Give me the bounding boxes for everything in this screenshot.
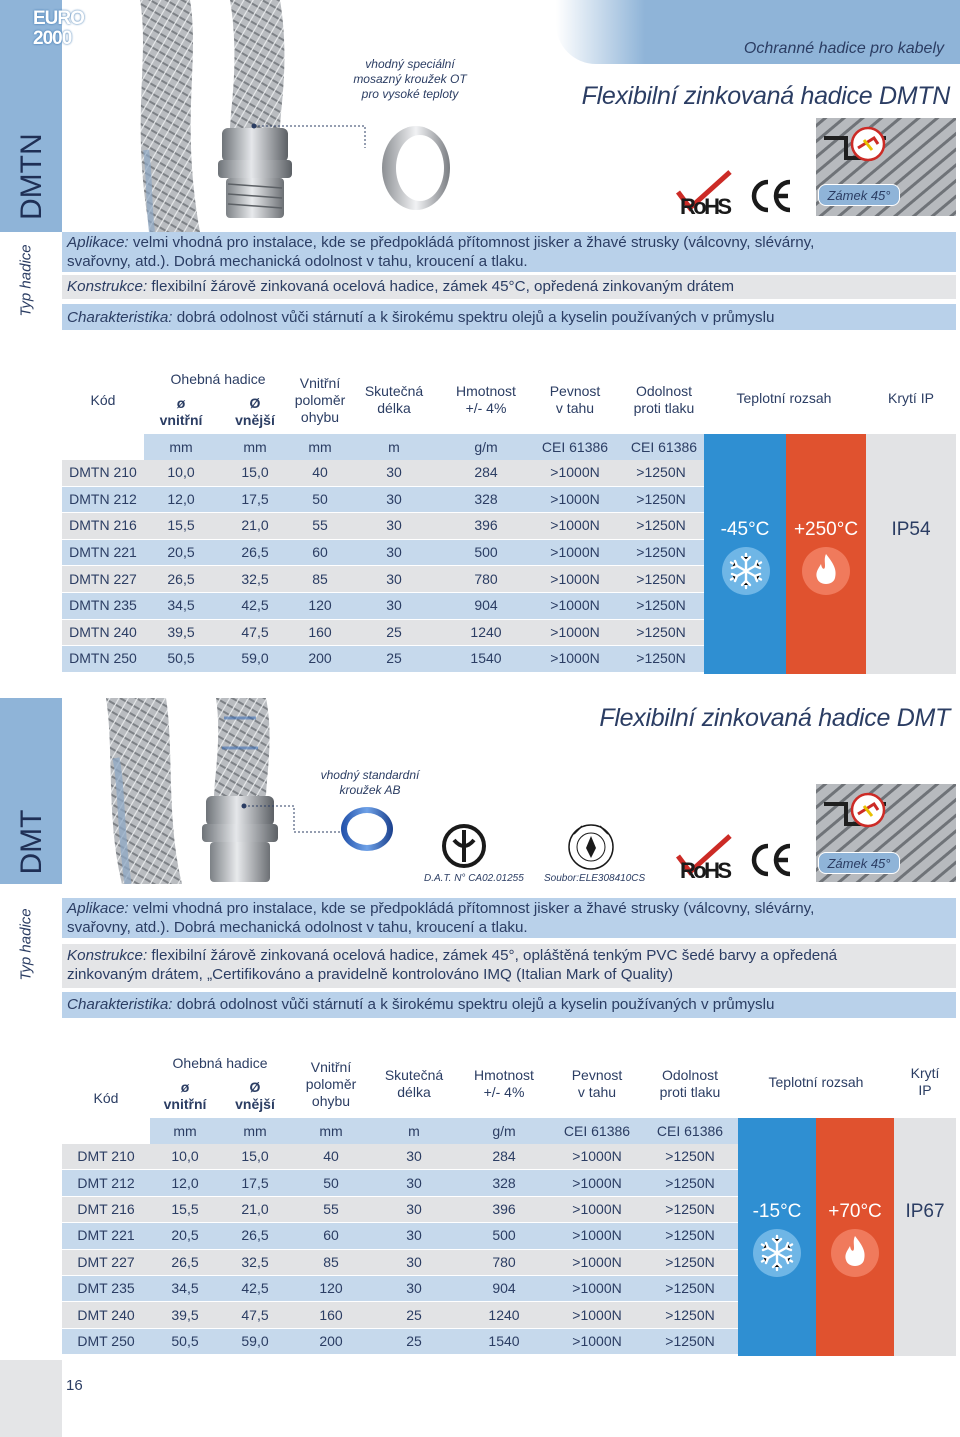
cell-hmotnost: 904 <box>474 597 498 614</box>
cell-delka: 25 <box>386 623 402 640</box>
cell-polomer: 200 <box>308 650 332 667</box>
cell-odolnost: >1250N <box>665 1306 715 1323</box>
cell-kod: DMTN 210 <box>69 464 137 481</box>
dmt-ip-column <box>894 1118 956 1356</box>
cell-vnitrni: 10,0 <box>171 1148 199 1165</box>
cell-vnitrni: 34,5 <box>167 597 195 614</box>
cell-vnejsi: 59,0 <box>241 1332 269 1349</box>
cell-polomer: 85 <box>312 570 328 587</box>
cell-pevnost: >1000N <box>550 517 600 534</box>
cell-vnitrni: 50,5 <box>171 1332 199 1349</box>
dmt-unit-hmotnost: g/m <box>492 1122 516 1139</box>
cell-pevnost: >1000N <box>550 464 600 481</box>
cell-odolnost: >1250N <box>636 490 686 507</box>
dmtn-data-rows <box>62 460 704 674</box>
dmtn-unit-delka: m <box>388 438 400 455</box>
cell-odolnost: >1250N <box>665 1148 715 1165</box>
dmt-ring-photo <box>338 804 396 854</box>
cell-delka: 25 <box>406 1306 422 1323</box>
cell-kod: DMT 227 <box>77 1253 135 1270</box>
dmt-hdr-odolnost-1: Odolnost <box>661 1067 719 1083</box>
dmt-lock-badge <box>818 852 900 874</box>
table-row <box>62 593 704 619</box>
cell-hmotnost: 328 <box>492 1174 516 1191</box>
cell-kod: DMT 235 <box>77 1280 135 1297</box>
cell-hmotnost: 1240 <box>470 623 502 640</box>
dmt-hdr-vnejsi-text: vnější <box>235 1096 275 1112</box>
cell-odolnost: >1250N <box>665 1253 715 1270</box>
dmtn-unit-polomer: mm <box>308 438 332 455</box>
dmtn-hdr-polomer-1: Vnitřní <box>299 374 341 391</box>
cell-vnejsi: 21,0 <box>241 1200 269 1217</box>
dmtn-hdr-odolnost <box>618 366 710 434</box>
cell-pevnost: >1000N <box>550 544 600 561</box>
dmt-app-label: Aplikace: <box>67 900 129 917</box>
category-label: Ochranné hadice pro kabely <box>743 40 944 57</box>
dmtn-hdr-vnitrni <box>144 390 218 434</box>
dmtn-unit-vnitrni: mm <box>169 438 193 455</box>
dmtn-ring-note-line3: pro vysoké teploty <box>361 87 459 101</box>
cell-polomer: 60 <box>323 1227 339 1244</box>
dmtn-temp-min: -45°C <box>720 518 770 540</box>
dmt-app-text-1: velmi vhodná pro instalace, kde se předpokládá přítomnost jisker a žhavé strusky (válcovny, slévárny, <box>128 900 815 917</box>
dmt-hdr-vnejsi <box>220 1072 290 1120</box>
dmtn-table <box>62 366 956 674</box>
cell-hmotnost: 328 <box>474 490 498 507</box>
dmtn-unit-pevnost: CEI 61386 <box>541 438 609 455</box>
dmtn-hdr-polomer-2: poloměr <box>294 391 346 408</box>
cell-kod: DMTN 227 <box>69 570 137 587</box>
dmtn-ring-note <box>340 57 480 102</box>
dmtn-unit-odolnost: CEI 61386 <box>630 438 698 455</box>
dmt-hdr-vnitrni-sym: ø <box>180 1079 190 1095</box>
logo-block <box>33 9 91 61</box>
cell-pevnost: >1000N <box>550 490 600 507</box>
dmtn-hdr-vnejsi-sym: Ø <box>249 395 261 411</box>
dmt-app-text-2: svařovny, atd.). Dobrá mechanická odolnost v tahu, kroucení a tlaku. <box>67 919 528 936</box>
cell-pevnost: >1000N <box>572 1148 622 1165</box>
dmt-hdr-kryti <box>894 1050 956 1114</box>
table-row <box>62 620 704 646</box>
dmtn-hdr-pevnost <box>532 366 618 434</box>
cell-vnejsi: 47,5 <box>241 1306 269 1323</box>
dmtn-hdr-odolnost-2: proti tlaku <box>633 400 695 416</box>
cell-polomer: 40 <box>323 1148 339 1165</box>
dmtn-unit-vnejsi: mm <box>243 438 267 455</box>
cell-pevnost: >1000N <box>550 650 600 667</box>
cell-delka: 25 <box>406 1332 422 1349</box>
cell-odolnost: >1250N <box>636 464 686 481</box>
dmtn-hose-photo <box>110 0 310 232</box>
cell-hmotnost: 284 <box>474 464 498 481</box>
dmtn-con-block <box>62 275 956 299</box>
cell-vnitrni: 34,5 <box>171 1280 199 1297</box>
dmtn-lock-badge <box>818 184 900 206</box>
dmt-con-block <box>62 944 956 988</box>
dmt-con-text-1: flexibilní žárově zinkovaná ocelová hadice, zámek 45°, opláštěná tenkým PVC šedé barvy a opředená <box>147 947 838 964</box>
dmtn-hdr-vnejsi-text: vnější <box>235 412 275 428</box>
dmtn-hdr-polomer <box>292 366 348 434</box>
cell-polomer: 120 <box>319 1280 343 1297</box>
dmt-hdr-kryti-2: IP <box>918 1082 932 1098</box>
dmt-hdr-vnitrni-text: vnitřní <box>163 1096 207 1112</box>
dmt-hdr-pevnost-2: v tahu <box>577 1084 617 1100</box>
type-label-dmtn-box <box>0 232 62 332</box>
cell-kod: DMT 210 <box>77 1148 135 1165</box>
cell-vnitrni: 39,5 <box>171 1306 199 1323</box>
dmt-hdr-kod: Kód <box>93 1089 119 1106</box>
dmtn-temp-max: +250°C <box>793 518 859 540</box>
cell-delka: 30 <box>386 490 402 507</box>
cell-pevnost: >1000N <box>550 597 600 614</box>
dmt-temp-min: -15°C <box>752 1200 802 1222</box>
dmtn-hdr-delka-2: délka <box>377 400 411 416</box>
cell-polomer: 50 <box>323 1174 339 1191</box>
cell-hmotnost: 904 <box>492 1280 516 1297</box>
dmt-con-text-2: zinkovaným drátem, „Certifikováno a pravidelně kontrolováno IMQ (Italian Mark of Quality) <box>67 966 674 983</box>
cell-vnitrni: 20,5 <box>167 544 195 561</box>
rohs-check-icon <box>676 170 734 218</box>
dmt-hdr-polomer <box>290 1050 372 1118</box>
cell-odolnost: >1250N <box>665 1174 715 1191</box>
dmtn-hdr-odolnost-1: Odolnost <box>635 383 693 399</box>
cell-kod: DMTN 216 <box>69 517 137 534</box>
cell-delka: 30 <box>406 1253 422 1270</box>
cell-odolnost: >1250N <box>665 1200 715 1217</box>
cell-vnitrni: 20,5 <box>171 1227 199 1244</box>
table-row <box>62 646 704 672</box>
cell-kod: DMTN 240 <box>69 623 137 640</box>
cell-odolnost: >1250N <box>636 544 686 561</box>
cell-hmotnost: 396 <box>474 517 498 534</box>
cell-hmotnost: 284 <box>492 1148 516 1165</box>
dmtn-hdr-delka <box>348 366 440 434</box>
dmtn-hdr-kryti: Krytí IP <box>888 389 934 406</box>
dmt-lock-label: Zámek 45° <box>827 855 891 871</box>
dmt-hdr-vnejsi-sym: Ø <box>249 1079 261 1095</box>
table-row <box>62 1250 738 1275</box>
dmtn-hdr-delka-1: Skutečná <box>364 383 424 399</box>
dmtn-hdr-hmotnost <box>440 366 532 434</box>
dmtn-app-block <box>62 232 956 272</box>
side-label-dmtn-box <box>0 130 62 230</box>
dmt-ring-note-line1: vhodný standardní <box>320 768 420 782</box>
dmtn-hdr-hmotnost-2: +/- 4% <box>465 400 507 416</box>
dmtn-lock-label: Zámek 45° <box>827 187 891 203</box>
cell-vnejsi: 59,0 <box>241 650 269 667</box>
cell-vnejsi: 32,5 <box>241 570 269 587</box>
rohs-text: RoHS <box>680 194 732 218</box>
dmt-hdr-odolnost-2: proti tlaku <box>659 1084 721 1100</box>
logo-text-2000: 2000 <box>33 28 72 49</box>
dmt-char-text: dobrá odolnost vůči stárnutí a k širokému spektru olejů a kyselin používaných v průmyslu <box>172 996 775 1013</box>
page-number: 16 <box>66 1377 83 1394</box>
dmtn-hdr-ohebna: Ohebná hadice <box>170 370 266 387</box>
dmt-hdr-pevnost <box>552 1050 642 1118</box>
table-row <box>62 513 704 539</box>
cell-hmotnost: 1540 <box>470 650 502 667</box>
cell-kod: DMTN 212 <box>69 490 137 507</box>
dmtn-hdr-hmotnost-1: Hmotnost <box>456 383 516 399</box>
table-row <box>62 1276 738 1301</box>
logo-text-euro: EURO <box>33 8 84 29</box>
dmtn-con-label: Konstrukce: <box>67 278 148 295</box>
cell-vnitrni: 26,5 <box>167 570 195 587</box>
cell-hmotnost: 396 <box>492 1200 516 1217</box>
sgs-seal-icon <box>566 822 616 872</box>
dmtn-hdr-pevnost-1: Pevnost <box>549 383 601 399</box>
cell-polomer: 55 <box>312 517 328 534</box>
cell-polomer: 55 <box>323 1200 339 1217</box>
table-row <box>62 1197 738 1222</box>
cell-vnejsi: 42,5 <box>241 597 269 614</box>
cell-vnejsi: 15,0 <box>241 464 269 481</box>
cell-odolnost: >1250N <box>665 1280 715 1297</box>
side-bar-footer <box>0 1360 62 1437</box>
cell-vnejsi: 26,5 <box>241 544 269 561</box>
dmtn-hdr-vnejsi <box>218 390 292 434</box>
dmt-unit-vnitrni: mm <box>173 1122 197 1139</box>
table-row <box>62 487 704 513</box>
dmtn-ring-note-line1: vhodný speciální <box>365 57 455 71</box>
dmt-hdr-pevnost-1: Pevnost <box>571 1067 623 1083</box>
dmt-hdr-polomer-1: Vnitřní <box>310 1058 352 1075</box>
cell-kod: DMT 250 <box>77 1332 135 1349</box>
snowflake-icon-dmt <box>752 1228 802 1278</box>
cell-vnejsi: 42,5 <box>241 1280 269 1297</box>
side-label-dmt: DMT <box>15 809 48 875</box>
table-row <box>62 1223 738 1248</box>
cell-polomer: 40 <box>312 464 328 481</box>
dmtn-ring-note-line2: mosazný kroužek OT <box>353 72 467 86</box>
cell-polomer: 50 <box>312 490 328 507</box>
dmt-hdr-polomer-2: poloměr <box>305 1075 357 1092</box>
dmt-unit-pevnost: CEI 61386 <box>563 1122 631 1139</box>
dmt-unit-vnejsi: mm <box>243 1122 267 1139</box>
cell-hmotnost: 1240 <box>488 1306 520 1323</box>
dmt-hdr-vnitrni <box>150 1072 220 1120</box>
table-row <box>62 566 704 592</box>
sgs-caption: Soubor:ELE308410CS <box>544 873 646 884</box>
cell-delka: 30 <box>386 570 402 587</box>
cell-vnejsi: 17,5 <box>241 1174 269 1191</box>
type-label-dmtn: Typ hadice <box>17 244 35 317</box>
cell-delka: 30 <box>386 517 402 534</box>
rohs-text-dmt: RoHS <box>680 858 732 882</box>
cell-delka: 30 <box>406 1148 422 1165</box>
cell-odolnost: >1250N <box>636 650 686 667</box>
dmt-title: Flexibilní zinkovaná hadice DMT <box>599 704 950 732</box>
cell-delka: 25 <box>386 650 402 667</box>
cell-vnitrni: 26,5 <box>171 1253 199 1270</box>
cell-odolnost: >1250N <box>636 623 686 640</box>
cell-odolnost: >1250N <box>636 517 686 534</box>
dmt-hdr-teplota: Teplotní rozsah <box>768 1073 864 1090</box>
dmt-ring-note <box>300 768 440 798</box>
table-row <box>62 460 704 486</box>
cell-kod: DMT 216 <box>77 1200 135 1217</box>
cell-pevnost: >1000N <box>550 623 600 640</box>
table-row <box>62 540 704 566</box>
dmt-char-block <box>62 992 956 1018</box>
table-row <box>62 1329 738 1354</box>
dmt-data-rows <box>62 1144 738 1356</box>
dmt-unit-polomer: mm <box>319 1122 343 1139</box>
dmtn-char-label: Charakteristika: <box>67 309 173 326</box>
cell-pevnost: >1000N <box>572 1200 622 1217</box>
cell-kod: DMT 221 <box>77 1227 135 1244</box>
cell-pevnost: >1000N <box>572 1174 622 1191</box>
dmt-ip: IP67 <box>905 1200 945 1222</box>
side-label-dmtn: DMTN <box>15 133 48 220</box>
cell-vnejsi: 32,5 <box>241 1253 269 1270</box>
snowflake-icon <box>721 546 771 596</box>
dmtn-app-label: Aplikace: <box>67 234 129 251</box>
cell-odolnost: >1250N <box>665 1227 715 1244</box>
cell-kod: DMT 212 <box>77 1174 135 1191</box>
dmt-hdr-hmotnost <box>456 1050 552 1118</box>
cell-odolnost: >1250N <box>636 570 686 587</box>
dmtn-app-text-2: svařovny, atd.). Dobrá mechanická odolnost v tahu, kroucení a tlaku. <box>67 253 528 270</box>
dmtn-hdr-polomer-3: ohybu <box>300 408 340 425</box>
type-label-dmt-box <box>0 896 62 996</box>
dmtn-con-text: flexibilní žárově zinkovaná ocelová hadice, zámek 45°C, opředená zinkovaným drátem <box>147 278 735 295</box>
side-label-dmt-box <box>0 800 62 884</box>
cell-vnitrni: 50,5 <box>167 650 195 667</box>
cell-vnejsi: 21,0 <box>241 517 269 534</box>
cell-hmotnost: 1540 <box>488 1332 520 1349</box>
cell-delka: 30 <box>406 1174 422 1191</box>
cell-hmotnost: 500 <box>492 1227 516 1244</box>
dmtn-title: Flexibilní zinkovaná hadice DMTN <box>581 82 950 110</box>
cell-vnitrni: 15,5 <box>171 1200 199 1217</box>
dmt-hdr-hmotnost-2: +/- 4% <box>483 1084 525 1100</box>
dmt-temp-max: +70°C <box>828 1200 882 1222</box>
cell-delka: 30 <box>406 1200 422 1217</box>
ce-mark-icon <box>750 178 794 214</box>
imq-mark-icon <box>440 822 488 870</box>
cell-vnitrni: 10,0 <box>167 464 195 481</box>
dmt-unit-delka: m <box>408 1122 420 1139</box>
cell-hmotnost: 780 <box>474 570 498 587</box>
dmtn-ring-photo <box>376 122 456 214</box>
cell-polomer: 85 <box>323 1253 339 1270</box>
dmt-char-label: Charakteristika: <box>67 996 173 1013</box>
dmt-unit-odolnost: CEI 61386 <box>656 1122 724 1139</box>
table-row <box>62 1144 738 1169</box>
cell-vnejsi: 26,5 <box>241 1227 269 1244</box>
cell-polomer: 160 <box>319 1306 343 1323</box>
cell-pevnost: >1000N <box>572 1227 622 1244</box>
cell-delka: 30 <box>406 1280 422 1297</box>
cell-pevnost: >1000N <box>572 1280 622 1297</box>
dmt-hdr-delka <box>372 1050 456 1118</box>
dmt-ring-note-line2: kroužek AB <box>339 783 401 797</box>
cell-vnitrni: 39,5 <box>167 623 195 640</box>
cell-vnitrni: 12,0 <box>167 490 195 507</box>
cell-pevnost: >1000N <box>572 1306 622 1323</box>
dmt-hdr-ohebna: Ohebná hadice <box>172 1054 268 1071</box>
dmt-hdr-kryti-1: Krytí <box>910 1065 940 1081</box>
dmt-app-block <box>62 898 956 938</box>
dmtn-ip: IP54 <box>891 518 931 540</box>
dmt-hdr-delka-2: délka <box>397 1084 431 1100</box>
dmt-con-label: Konstrukce: <box>67 947 148 964</box>
dmtn-hdr-pevnost-2: v tahu <box>555 400 595 416</box>
cell-hmotnost: 780 <box>492 1253 516 1270</box>
cell-polomer: 200 <box>319 1332 343 1349</box>
flame-icon-dmt <box>830 1228 880 1278</box>
table-row <box>62 1170 738 1195</box>
cell-kod: DMTN 221 <box>69 544 137 561</box>
cell-delka: 30 <box>386 597 402 614</box>
cell-vnejsi: 17,5 <box>241 490 269 507</box>
dmtn-hdr-vnitrni-sym: ø <box>176 395 186 411</box>
dmtn-char-text: dobrá odolnost vůči stárnutí a k širokému spektru olejů a kyselin používaných v průmyslu <box>172 309 775 326</box>
dmtn-unit-hmotnost: g/m <box>474 438 498 455</box>
cell-odolnost: >1250N <box>636 597 686 614</box>
dmtn-ip-column <box>866 434 956 674</box>
cell-delka: 30 <box>386 464 402 481</box>
cell-odolnost: >1250N <box>665 1332 715 1349</box>
imq-caption: D.A.T. N° CA02.01255 <box>424 873 524 884</box>
cell-pevnost: >1000N <box>572 1332 622 1349</box>
dmtn-app-text-1: velmi vhodná pro instalace, kde se předpokládá přítomnost jisker a žhavé strusky (válcovny, slévárny, <box>128 234 815 251</box>
cell-polomer: 120 <box>308 597 332 614</box>
ce-mark-icon-dmt <box>750 842 794 878</box>
cell-kod: DMT 240 <box>77 1306 135 1323</box>
dmt-hdr-polomer-3: ohybu <box>311 1092 351 1109</box>
dmt-hdr-odolnost <box>642 1050 738 1118</box>
cell-delka: 30 <box>386 544 402 561</box>
cell-vnejsi: 15,0 <box>241 1148 269 1165</box>
cell-vnejsi: 47,5 <box>241 623 269 640</box>
dmtn-hdr-teplota: Teplotní rozsah <box>736 389 832 406</box>
cell-polomer: 160 <box>308 623 332 640</box>
cell-pevnost: >1000N <box>550 570 600 587</box>
dmtn-hdr-vnitrni-text: vnitřní <box>159 412 203 428</box>
dmt-table <box>62 1050 956 1356</box>
cell-vnitrni: 12,0 <box>171 1174 199 1191</box>
dmtn-char-block <box>62 304 956 330</box>
dmt-hose-photo <box>96 698 306 884</box>
rohs-check-icon-dmt <box>676 834 734 882</box>
type-label-dmt: Typ hadice <box>17 908 35 981</box>
cell-vnitrni: 15,5 <box>167 517 195 534</box>
cell-kod: DMTN 235 <box>69 597 137 614</box>
cell-delka: 30 <box>406 1227 422 1244</box>
cell-kod: DMTN 250 <box>69 650 137 667</box>
dmt-hdr-hmotnost-1: Hmotnost <box>474 1067 534 1083</box>
dmtn-dotted-leader <box>250 120 370 150</box>
table-row <box>62 1302 738 1327</box>
cell-pevnost: >1000N <box>572 1253 622 1270</box>
cell-hmotnost: 500 <box>474 544 498 561</box>
dmtn-hdr-kod: Kód <box>90 391 116 408</box>
cell-polomer: 60 <box>312 544 328 561</box>
dmt-hdr-delka-1: Skutečná <box>384 1067 444 1083</box>
flame-icon <box>801 546 851 596</box>
